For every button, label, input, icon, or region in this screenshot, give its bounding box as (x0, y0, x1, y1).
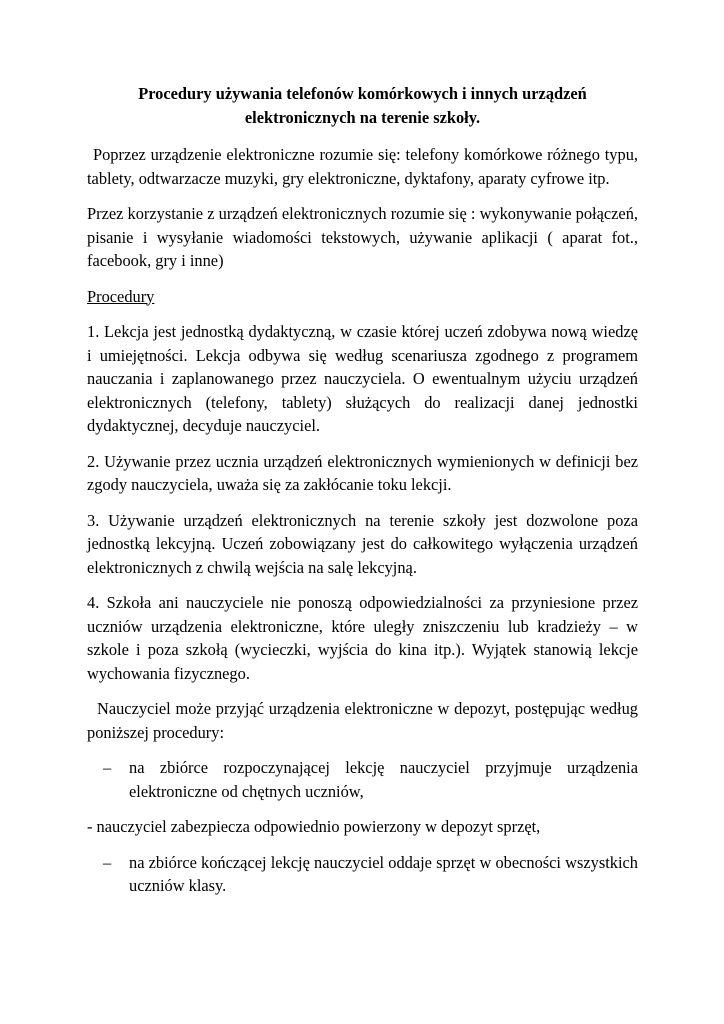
document-title: Procedury używania telefonów komórkowych i innych urządzeń elektronicznych na terenie szkoły. (138, 84, 587, 127)
definition-devices: Poprzez urządzenie elektroniczne rozumie się: telefony komórkowe różnego typu, tablety, odtwarzacze muzyki, gry elektroniczne, dyktafony, aparaty cyfrowe itp. (87, 145, 638, 188)
document-page (87, 82, 638, 910)
procedure-item-4: 4. Szkoła ani nauczyciele nie ponoszą odpowiedzialności za przyniesione przez uczniów urządzenia elektroniczne, które uległy zniszczeniu lub kradzieży – w szkole i poza szkołą (wycieczki, wyjścia do kina itp.). Wyjątek stanowią lekcje wychowania fizycznego. (87, 593, 638, 683)
procedure-item-2: 2. Używanie przez ucznia urządzeń elektronicznych wymienionych w definicji bez zgody nauczyciela, uważa się za zakłócanie toku lekcji. (87, 451, 638, 494)
deposit-intro: Nauczyciel może przyjąć urządzenia elektroniczne w depozyt, postępując według poniższej procedury: (87, 699, 638, 742)
deposit-step-secure: - nauczyciel zabezpiecza odpowiednio powierzony w depozyt sprzęt, (87, 817, 541, 836)
dash-marker: – (103, 852, 112, 872)
procedures-heading: Procedury (87, 286, 155, 306)
procedure-item-1: 1. Lekcja jest jednostką dydaktyczną, w czasie której uczeń zdobywa nową wiedzę i umiejętności. Lekcja odbywa się według scenariusza zgodnego z programem nauczania i zaplanowanego przez nauczyciela. O ewentualnym użyciu urządzeń elektronicznych (telefony, tablety) służących do realizacji danej jednostki dydaktycznej, decyduje nauczyciel. (87, 322, 638, 435)
deposit-step-return (87, 851, 638, 898)
definition-usage: Przez korzystanie z urządzeń elektronicznych rozumie się : wykonywanie połączeń, pisanie i wysyłanie wiadomości tekstowych, używanie aplikacji ( aparat fot., facebook, gry i inne) (87, 204, 638, 270)
procedure-item-3: 3. Używanie urządzeń elektronicznych na terenie szkoły jest dozwolone poza jednostką lekcyjną. Uczeń zobowiązany jest do całkowitego wyłączenia urządzeń elektronicznych z chwilą wejścia na salę lekcyjną. (87, 510, 638, 577)
deposit-step-collect-text: na zbiórce rozpoczynającej lekcję nauczyciel przyjmuje urządzenia elektroniczne od chętnych uczniów, (129, 758, 638, 801)
deposit-step-collect (87, 756, 638, 803)
dash-marker: – (103, 758, 112, 777)
deposit-step-return-text: na zbiórce kończącej lekcję nauczyciel oddaje sprzęt w obecności wszystkich uczniów klasy. (129, 852, 638, 895)
